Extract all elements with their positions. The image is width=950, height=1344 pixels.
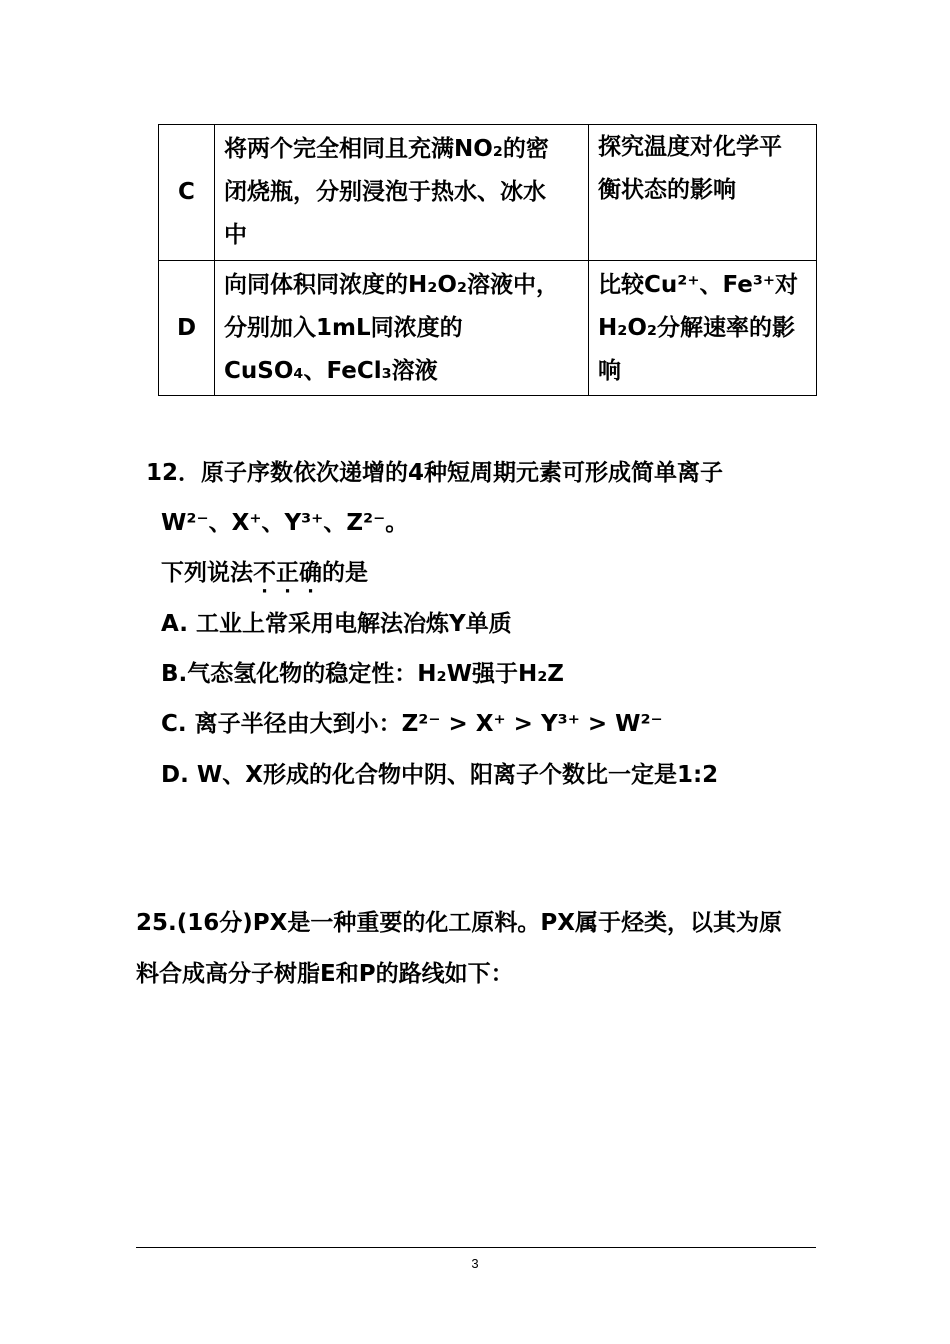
footer-divider xyxy=(136,1247,816,1248)
emphasis-char: 确 xyxy=(299,560,322,586)
page-number: 3 xyxy=(471,1256,479,1271)
prompt-suffix: 的是 xyxy=(322,560,368,586)
experiment-table xyxy=(158,124,817,396)
question-25-line2: 料合成高分子树脂E和P的路线如下： xyxy=(136,961,514,987)
emphasis-char: 正 xyxy=(276,560,299,586)
option-a: A. 工业上常采用电解法冶炼Y单质 xyxy=(161,611,512,637)
purpose-line: 比较Cu²⁺、Fe³⁺对 xyxy=(598,271,799,298)
option-c: C. 离子半径由大到小：Z²⁻ > X⁺ > Y³⁺ > W²⁻ xyxy=(161,711,663,737)
description-line: 闭烧瓶，分别浸泡于热水、冰水 xyxy=(224,179,546,205)
experiment-description xyxy=(215,261,589,396)
table-row xyxy=(159,125,817,261)
emphasis-char: 不 xyxy=(253,560,276,586)
question-25-line1: 25.(16分)PX是一种重要的化工原料。PX属于烃类，以其为原 xyxy=(136,910,782,936)
purpose-line: H₂O₂分解速率的影 xyxy=(598,314,795,341)
row-label: D xyxy=(159,261,215,396)
option-b: B.气态氢化物的稳定性：H₂W强于H₂Z xyxy=(161,661,564,687)
prompt-prefix: 下列说法 xyxy=(161,560,253,586)
question-12-stem: 12．原子序数依次递增的4种短周期元素可形成简单离子 xyxy=(146,460,724,486)
experiment-purpose xyxy=(589,125,817,261)
purpose-line: 衡状态的影响 xyxy=(598,177,736,203)
experiment-purpose xyxy=(589,261,817,396)
description-line: 中 xyxy=(224,222,247,248)
table-row xyxy=(159,261,817,396)
description-line: 将两个完全相同且充满NO₂的密 xyxy=(224,136,549,162)
purpose-line: 响 xyxy=(598,357,621,384)
description-line: 分别加入1mL同浓度的 xyxy=(224,314,463,341)
question-12-prompt xyxy=(161,554,368,587)
option-d: D. W、X形成的化合物中阴、阳离子个数比一定是1:2 xyxy=(161,762,719,788)
description-line: 向同体积同浓度的H₂O₂溶液中， xyxy=(224,271,559,298)
purpose-line: 探究温度对化学平 xyxy=(598,134,782,160)
question-12-ions: W²⁻、X⁺、Y³⁺、Z²⁻。 xyxy=(161,510,409,536)
description-line: CuSO₄、FeCl₃溶液 xyxy=(224,357,438,384)
experiment-description xyxy=(215,125,589,261)
row-label: C xyxy=(159,125,215,261)
